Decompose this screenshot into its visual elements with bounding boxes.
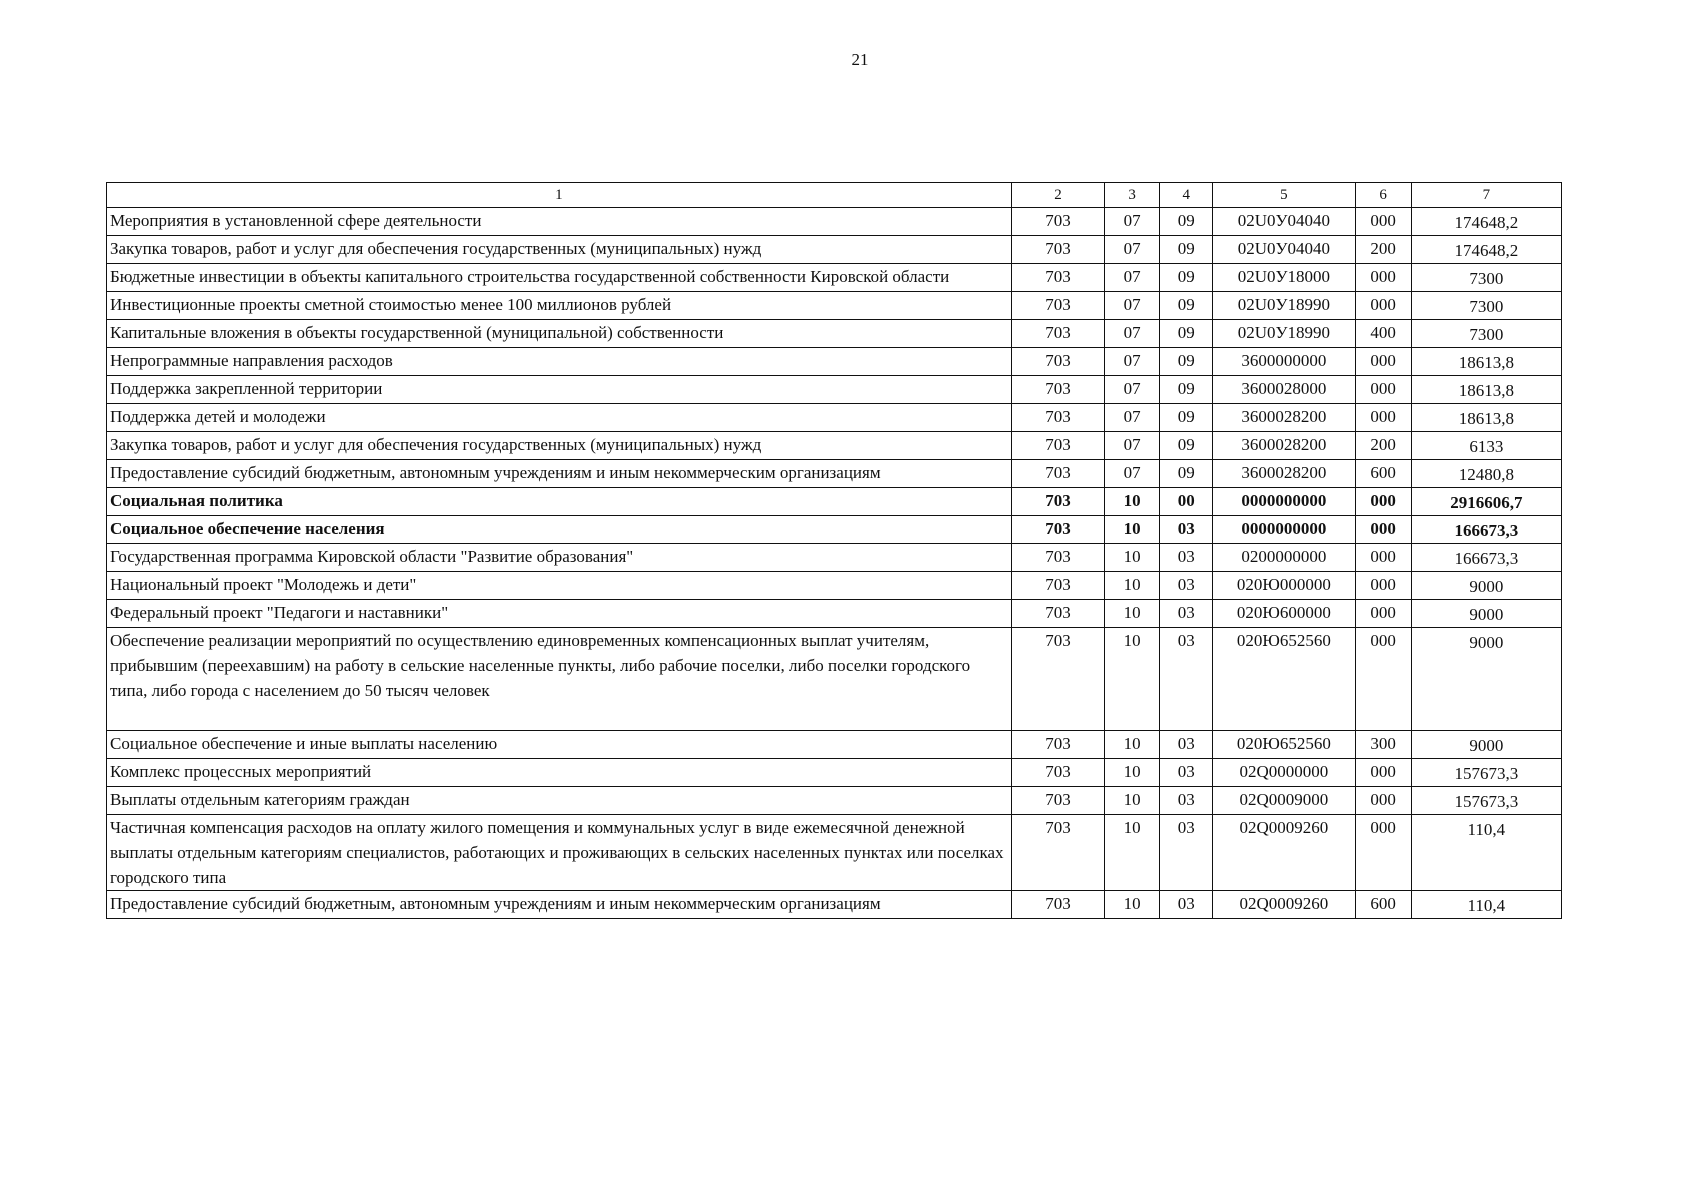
section-cell: 10 (1105, 488, 1160, 516)
section-cell: 10 (1105, 891, 1160, 919)
table-row (107, 460, 1562, 488)
chapter-code-cell: 703 (1011, 320, 1104, 348)
amount-cell: 110,4 (1411, 815, 1561, 891)
table-row (107, 264, 1562, 292)
table-row (107, 516, 1562, 544)
expense-type-cell: 000 (1355, 628, 1411, 731)
table-row (107, 759, 1562, 787)
chapter-code-cell: 703 (1011, 208, 1104, 236)
chapter-code-cell: 703 (1011, 544, 1104, 572)
subsection-cell: 03 (1160, 600, 1213, 628)
expense-type-cell: 000 (1355, 348, 1411, 376)
amount-cell: 18613,8 (1411, 376, 1561, 404)
amount-cell: 174648,2 (1411, 236, 1561, 264)
section-cell: 10 (1105, 516, 1160, 544)
table-row (107, 600, 1562, 628)
target-article-cell: 02Q0009260 (1213, 815, 1355, 891)
expense-type-cell: 000 (1355, 600, 1411, 628)
amount-cell: 157673,3 (1411, 759, 1561, 787)
subsection-cell: 03 (1160, 891, 1213, 919)
row-name-cell: Бюджетные инвестиции в объекты капитального строительства государственной собственности Кировской области (107, 264, 1012, 292)
section-cell: 10 (1105, 759, 1160, 787)
column-header: 2 (1011, 183, 1104, 208)
amount-cell: 18613,8 (1411, 348, 1561, 376)
subsection-cell: 09 (1160, 432, 1213, 460)
section-cell: 07 (1105, 208, 1160, 236)
row-name-cell: Непрограммные направления расходов (107, 348, 1012, 376)
chapter-code-cell: 703 (1011, 432, 1104, 460)
row-name-cell: Государственная программа Кировской области "Развитие образования" (107, 544, 1012, 572)
target-article-cell: 02U0У18990 (1213, 320, 1355, 348)
subsection-cell: 09 (1160, 460, 1213, 488)
chapter-code-cell: 703 (1011, 348, 1104, 376)
table-row (107, 572, 1562, 600)
expense-type-cell: 600 (1355, 460, 1411, 488)
chapter-code-cell: 703 (1011, 460, 1104, 488)
column-header: 4 (1160, 183, 1213, 208)
amount-cell: 7300 (1411, 320, 1561, 348)
section-cell: 07 (1105, 404, 1160, 432)
table-row (107, 348, 1562, 376)
table-row (107, 404, 1562, 432)
amount-cell: 2916606,7 (1411, 488, 1561, 516)
amount-cell: 7300 (1411, 292, 1561, 320)
target-article-cell: 020Ю652560 (1213, 731, 1355, 759)
subsection-cell: 09 (1160, 236, 1213, 264)
section-cell: 07 (1105, 376, 1160, 404)
page-number: 21 (851, 50, 869, 69)
row-name-cell: Мероприятия в установленной сфере деятельности (107, 208, 1012, 236)
target-article-cell: 02U0У18990 (1213, 292, 1355, 320)
table-row (107, 320, 1562, 348)
subsection-cell: 09 (1160, 292, 1213, 320)
chapter-code-cell: 703 (1011, 292, 1104, 320)
section-cell: 10 (1105, 787, 1160, 815)
amount-cell: 9000 (1411, 572, 1561, 600)
section-cell: 07 (1105, 264, 1160, 292)
expense-type-cell: 000 (1355, 544, 1411, 572)
column-header: 7 (1411, 183, 1561, 208)
amount-cell: 12480,8 (1411, 460, 1561, 488)
column-header: 1 (107, 183, 1012, 208)
expense-type-cell: 000 (1355, 787, 1411, 815)
expense-type-cell: 000 (1355, 404, 1411, 432)
table-header-row (107, 183, 1562, 208)
chapter-code-cell: 703 (1011, 628, 1104, 731)
amount-cell: 174648,2 (1411, 208, 1561, 236)
row-name-cell: Частичная компенсация расходов на оплату жилого помещения и коммунальных услуг в виде ежемесячной денежной выплаты отдельным категориям специалистов, работающих и проживающих в сельских населенных пунктах или поселках городского типа (107, 815, 1012, 891)
table-row (107, 236, 1562, 264)
row-name-cell: Поддержка детей и молодежи (107, 404, 1012, 432)
chapter-code-cell: 703 (1011, 516, 1104, 544)
subsection-cell: 03 (1160, 787, 1213, 815)
target-article-cell: 02U0У04040 (1213, 236, 1355, 264)
target-article-cell: 02U0У04040 (1213, 208, 1355, 236)
amount-cell: 9000 (1411, 600, 1561, 628)
target-article-cell: 020Ю652560 (1213, 628, 1355, 731)
subsection-cell: 00 (1160, 488, 1213, 516)
expense-type-cell: 200 (1355, 432, 1411, 460)
expense-type-cell: 200 (1355, 236, 1411, 264)
expense-type-cell: 000 (1355, 516, 1411, 544)
table-row (107, 731, 1562, 759)
column-header: 3 (1105, 183, 1160, 208)
expense-type-cell: 000 (1355, 208, 1411, 236)
chapter-code-cell: 703 (1011, 488, 1104, 516)
target-article-cell: 02Q0009000 (1213, 787, 1355, 815)
expense-type-cell: 000 (1355, 759, 1411, 787)
subsection-cell: 03 (1160, 572, 1213, 600)
table-row (107, 208, 1562, 236)
target-article-cell: 0000000000 (1213, 488, 1355, 516)
target-article-cell: 3600028200 (1213, 432, 1355, 460)
row-name-cell: Комплекс процессных мероприятий (107, 759, 1012, 787)
table-row (107, 628, 1562, 731)
amount-cell: 110,4 (1411, 891, 1561, 919)
section-cell: 10 (1105, 572, 1160, 600)
column-header: 6 (1355, 183, 1411, 208)
section-cell: 10 (1105, 600, 1160, 628)
subsection-cell: 03 (1160, 759, 1213, 787)
amount-cell: 18613,8 (1411, 404, 1561, 432)
section-cell: 07 (1105, 320, 1160, 348)
table-row (107, 376, 1562, 404)
row-name-cell: Поддержка закрепленной территории (107, 376, 1012, 404)
target-article-cell: 020Ю000000 (1213, 572, 1355, 600)
subsection-cell: 03 (1160, 731, 1213, 759)
row-name-cell: Закупка товаров, работ и услуг для обеспечения государственных (муниципальных) нужд (107, 236, 1012, 264)
row-name-cell: Капитальные вложения в объекты государственной (муниципальной) собственности (107, 320, 1012, 348)
section-cell: 10 (1105, 815, 1160, 891)
target-article-cell: 3600028200 (1213, 460, 1355, 488)
table-row (107, 891, 1562, 919)
chapter-code-cell: 703 (1011, 787, 1104, 815)
target-article-cell: 0200000000 (1213, 544, 1355, 572)
table-body (107, 208, 1562, 919)
target-article-cell: 0000000000 (1213, 516, 1355, 544)
subsection-cell: 03 (1160, 815, 1213, 891)
amount-cell: 166673,3 (1411, 544, 1561, 572)
row-name-cell: Социальная политика (107, 488, 1012, 516)
target-article-cell: 020Ю600000 (1213, 600, 1355, 628)
chapter-code-cell: 703 (1011, 759, 1104, 787)
table-row (107, 488, 1562, 516)
subsection-cell: 09 (1160, 264, 1213, 292)
chapter-code-cell: 703 (1011, 572, 1104, 600)
expense-type-cell: 000 (1355, 264, 1411, 292)
subsection-cell: 09 (1160, 376, 1213, 404)
subsection-cell: 03 (1160, 516, 1213, 544)
section-cell: 10 (1105, 628, 1160, 731)
target-article-cell: 02Q0000000 (1213, 759, 1355, 787)
amount-cell: 7300 (1411, 264, 1561, 292)
section-cell: 07 (1105, 292, 1160, 320)
column-header: 5 (1213, 183, 1355, 208)
row-name-cell: Социальное обеспечение и иные выплаты населению (107, 731, 1012, 759)
target-article-cell: 02Q0009260 (1213, 891, 1355, 919)
target-article-cell: 3600028000 (1213, 376, 1355, 404)
table-row (107, 815, 1562, 891)
chapter-code-cell: 703 (1011, 264, 1104, 292)
table-row (107, 787, 1562, 815)
table-row (107, 432, 1562, 460)
row-name-cell: Предоставление субсидий бюджетным, автономным учреждениям и иным некоммерческим организациям (107, 891, 1012, 919)
amount-cell: 166673,3 (1411, 516, 1561, 544)
amount-cell: 6133 (1411, 432, 1561, 460)
row-name-cell: Национальный проект "Молодежь и дети" (107, 572, 1012, 600)
row-name-cell: Социальное обеспечение населения (107, 516, 1012, 544)
section-cell: 07 (1105, 348, 1160, 376)
section-cell: 10 (1105, 544, 1160, 572)
chapter-code-cell: 703 (1011, 404, 1104, 432)
subsection-cell: 09 (1160, 348, 1213, 376)
row-name-cell: Предоставление субсидий бюджетным, автономным учреждениям и иным некоммерческим организациям (107, 460, 1012, 488)
amount-cell: 157673,3 (1411, 787, 1561, 815)
chapter-code-cell: 703 (1011, 376, 1104, 404)
amount-cell: 9000 (1411, 731, 1561, 759)
row-name-cell: Выплаты отдельным категориям граждан (107, 787, 1012, 815)
chapter-code-cell: 703 (1011, 731, 1104, 759)
section-cell: 07 (1105, 236, 1160, 264)
subsection-cell: 09 (1160, 404, 1213, 432)
target-article-cell: 3600028200 (1213, 404, 1355, 432)
target-article-cell: 3600000000 (1213, 348, 1355, 376)
row-name-cell: Инвестиционные проекты сметной стоимостью менее 100 миллионов рублей (107, 292, 1012, 320)
chapter-code-cell: 703 (1011, 600, 1104, 628)
chapter-code-cell: 703 (1011, 815, 1104, 891)
row-name-cell: Обеспечение реализации мероприятий по осуществлению единовременных компенсационных выплат учителям, прибывшим (переехавшим) на работу в сельские населенные пункты, либо рабочие поселки, либо поселки городского типа, либо города с населением до 50 тысяч человек (107, 628, 1012, 731)
target-article-cell: 02U0У18000 (1213, 264, 1355, 292)
expense-type-cell: 000 (1355, 572, 1411, 600)
row-name-cell: Закупка товаров, работ и услуг для обеспечения государственных (муниципальных) нужд (107, 432, 1012, 460)
expense-type-cell: 300 (1355, 731, 1411, 759)
subsection-cell: 03 (1160, 628, 1213, 731)
expense-type-cell: 000 (1355, 815, 1411, 891)
row-name-cell: Федеральный проект "Педагоги и наставники" (107, 600, 1012, 628)
section-cell: 07 (1105, 460, 1160, 488)
chapter-code-cell: 703 (1011, 236, 1104, 264)
subsection-cell: 09 (1160, 208, 1213, 236)
subsection-cell: 09 (1160, 320, 1213, 348)
amount-cell: 9000 (1411, 628, 1561, 731)
expense-type-cell: 000 (1355, 292, 1411, 320)
section-cell: 10 (1105, 731, 1160, 759)
subsection-cell: 03 (1160, 544, 1213, 572)
table-row (107, 292, 1562, 320)
chapter-code-cell: 703 (1011, 891, 1104, 919)
expense-type-cell: 600 (1355, 891, 1411, 919)
section-cell: 07 (1105, 432, 1160, 460)
expense-type-cell: 000 (1355, 488, 1411, 516)
budget-table (106, 182, 1562, 919)
expense-type-cell: 400 (1355, 320, 1411, 348)
expense-type-cell: 000 (1355, 376, 1411, 404)
table-row (107, 544, 1562, 572)
